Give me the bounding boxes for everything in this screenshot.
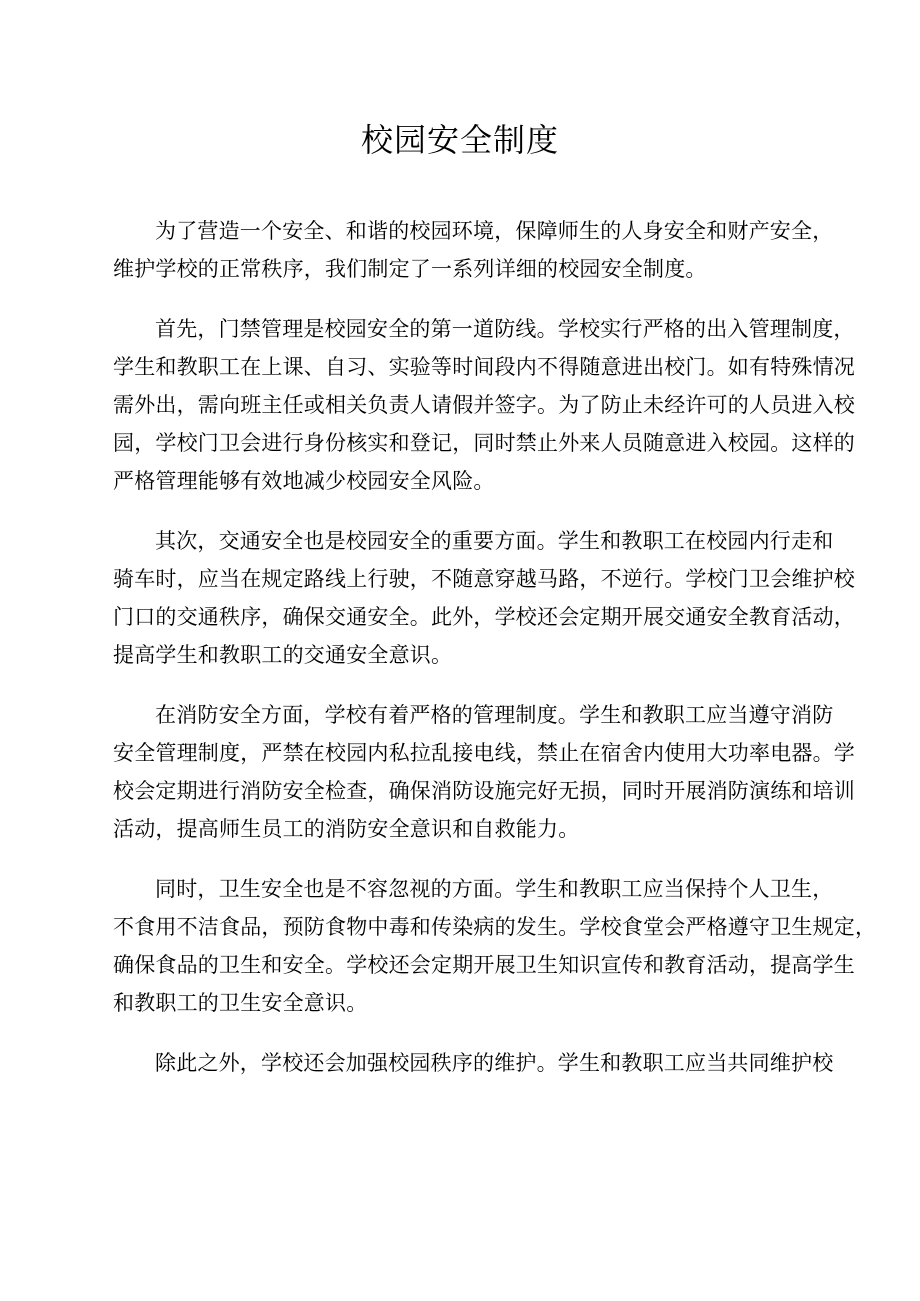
text-line: 其次，交通安全也是校园安全的重要方面。学生和教职工在校园内行走和 xyxy=(155,529,834,553)
text-line: 维护学校的正常秩序，我们制定了一系列详细的校园安全制度。 xyxy=(113,257,707,281)
paragraph-campus-order xyxy=(113,1044,834,1082)
text-line: 为了营造一个安全、和谐的校园环境，保障师生的人身安全和财产安全， xyxy=(155,219,834,243)
text-line: 校会定期进行消防安全检查，确保消防设施完好无损，同时开展消防演练和培训 xyxy=(113,779,855,803)
text-line: 在消防安全方面，学校有着严格的管理制度。学生和教职工应当遵守消防 xyxy=(155,703,834,727)
text-line: 除此之外，学校还会加强校园秩序的维护。学生和教职工应当共同维护校 xyxy=(155,1051,834,1075)
paragraph-intro xyxy=(113,212,834,288)
text-line: 同时，卫生安全也是不容忽视的方面。学生和教职工应当保持个人卫生， xyxy=(155,877,834,901)
text-line: 严格管理能够有效地减少校园安全风险。 xyxy=(113,469,495,493)
text-line: 活动，提高师生员工的消防安全意识和自救能力。 xyxy=(113,817,580,841)
paragraph-fire-safety xyxy=(113,696,855,848)
text-line: 和教职工的卫生安全意识。 xyxy=(113,991,368,1015)
text-line: 安全管理制度，严禁在校园内私拉乱接电线，禁止在宿舍内使用大功率电器。学 xyxy=(113,741,855,765)
text-line: 不食用不洁食品，预防食物中毒和传染病的发生。学校食堂会严格遵守卫生规定， xyxy=(113,915,877,939)
text-line: 骑车时，应当在规定路线上行驶，不随意穿越马路，不逆行。学校门卫会维护校 xyxy=(113,567,855,591)
paragraph-access-control xyxy=(113,310,855,500)
paragraph-hygiene-safety xyxy=(113,870,877,1022)
paragraph-traffic-safety xyxy=(113,522,855,674)
text-line: 确保食品的卫生和安全。学校还会定期开展卫生知识宣传和教育活动，提高学生 xyxy=(113,953,855,977)
text-line: 需外出，需向班主任或相关负责人请假并签字。为了防止未经许可的人员进入校 xyxy=(113,393,855,417)
text-line: 园，学校门卫会进行身份核实和登记，同时禁止外来人员随意进入校园。这样的 xyxy=(113,431,855,455)
text-line: 学生和教职工在上课、自习、实验等时间段内不得随意进出校门。如有特殊情况 xyxy=(113,355,855,379)
document-title: 校园安全制度 xyxy=(360,121,559,159)
text-line: 门口的交通秩序，确保交通安全。此外，学校还会定期开展交通安全教育活动， xyxy=(113,605,855,629)
text-line: 首先，门禁管理是校园安全的第一道防线。学校实行严格的出入管理制度， xyxy=(155,317,855,341)
text-line: 提高学生和教职工的交通安全意识。 xyxy=(113,643,453,667)
document-body xyxy=(113,212,877,1082)
